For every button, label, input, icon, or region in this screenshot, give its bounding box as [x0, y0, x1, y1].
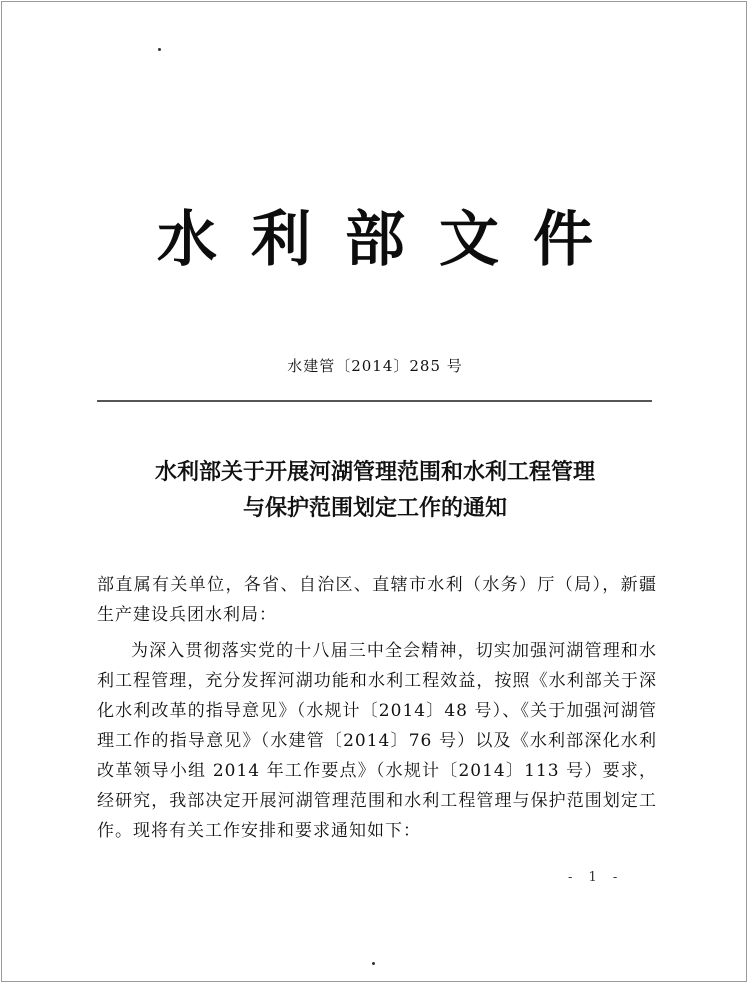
document-number: 水建管〔2014〕285 号 [287, 357, 463, 375]
scan-speck [372, 962, 375, 965]
scan-speck [158, 48, 161, 51]
page-number: - 1 - [568, 870, 624, 885]
notice-title-line1: 水利部关于开展河湖管理范围和水利工程管理 [154, 460, 595, 485]
document-header-title: 水利部文件 [157, 205, 627, 275]
addressee: 部直属有关单位，各省、自治区、直辖市水利（水务）厅（局），新疆生产建设兵团水利局： [97, 575, 657, 625]
header-divider [97, 400, 652, 402]
body-paragraph: 为深入贯彻落实党的十八届三中全会精神，切实加强河湖管理和水利工程管理，充分发挥河湖功能和水利工程效益，按照《水利部关于深化水利改革的指导意见》（水规计〔2014〕48 号）、《关于加强河湖管理工作的指导意见》（水建管〔2014〕76 号）以及《水利部深化水利改革领导小组 2014 年工作要点》（水规计〔2014〕113 号）要求，经研究，我部决定开展河湖管理范围和水利工程管理与保护范围划定工作。现将有关工作安排和要求通知如下： [97, 641, 657, 841]
notice-title [90, 455, 660, 527]
notice-title-line2: 与保护范围划定工作的通知 [242, 496, 507, 521]
